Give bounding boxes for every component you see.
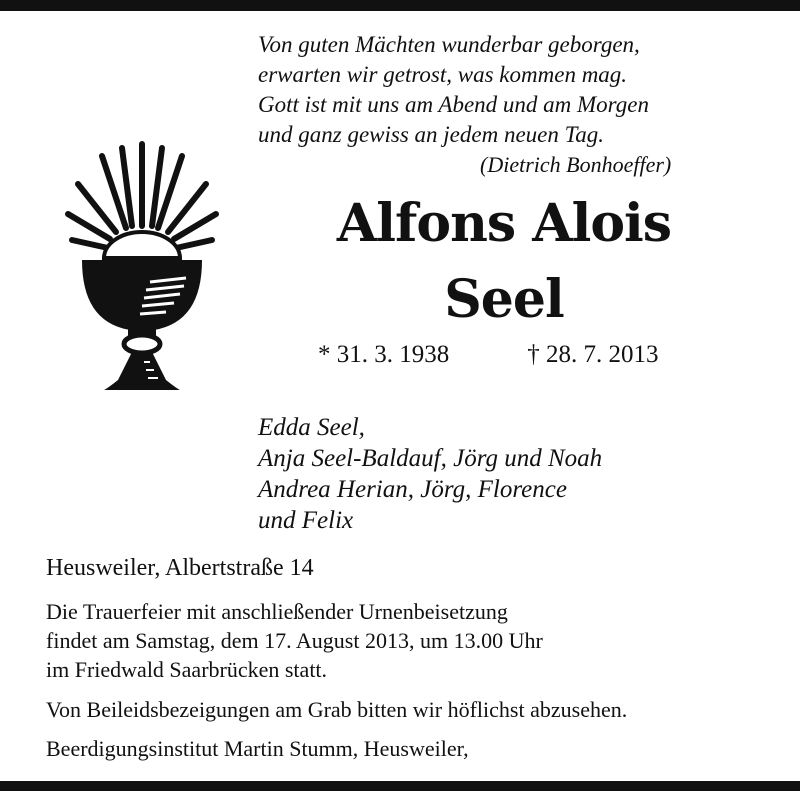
name-line-2: Seel bbox=[444, 269, 564, 330]
funeral-line: findet am Samstag, dem 17. August 2013, um 13.00 Uhr bbox=[46, 628, 543, 653]
mourner-line: Andrea Herian, Jörg, Florence bbox=[258, 476, 567, 503]
bonhoeffer-verse bbox=[258, 30, 758, 177]
birth-date: * 31. 3. 1938 bbox=[318, 341, 450, 368]
bottom-border bbox=[0, 781, 800, 791]
mourner-line: und Felix bbox=[258, 507, 354, 534]
condolence-note: Von Beileidsbezeigungen am Grab bitten wir höflichst abzusehen. bbox=[46, 697, 628, 722]
death-date: † 28. 7. 2013 bbox=[527, 341, 659, 368]
verse-line: Von guten Mächten wunderbar geborgen, bbox=[258, 32, 640, 57]
funeral-line: Die Trauerfeier mit anschließender Urnenbeisetzung bbox=[46, 599, 508, 624]
name-line-1: Alfons Alois bbox=[336, 193, 672, 254]
mourner-line: Anja Seel-Baldauf, Jörg und Noah bbox=[258, 445, 603, 472]
funeral-details bbox=[46, 597, 543, 684]
family-address: Heusweiler, Albertstraße 14 bbox=[46, 555, 314, 581]
verse-line: und ganz gewiss an jedem neuen Tag. bbox=[258, 122, 605, 147]
deceased-name bbox=[254, 192, 754, 332]
life-dates bbox=[318, 341, 659, 369]
top-border bbox=[0, 0, 800, 11]
verse-line: erwarten wir getrost, was kommen mag. bbox=[258, 62, 628, 87]
undertaker: Beerdigungsinstitut Martin Stumm, Heusweiler, bbox=[46, 736, 469, 761]
mourner-line: Edda Seel, bbox=[258, 414, 365, 441]
verse-line: Gott ist mit uns am Abend und am Morgen bbox=[258, 92, 649, 117]
funeral-line: im Friedwald Saarbrücken statt. bbox=[46, 657, 328, 682]
chalice-with-host-icon bbox=[58, 132, 228, 394]
verse-author: (Dietrich Bonhoeffer) bbox=[480, 152, 672, 177]
mourners-list bbox=[258, 412, 602, 536]
